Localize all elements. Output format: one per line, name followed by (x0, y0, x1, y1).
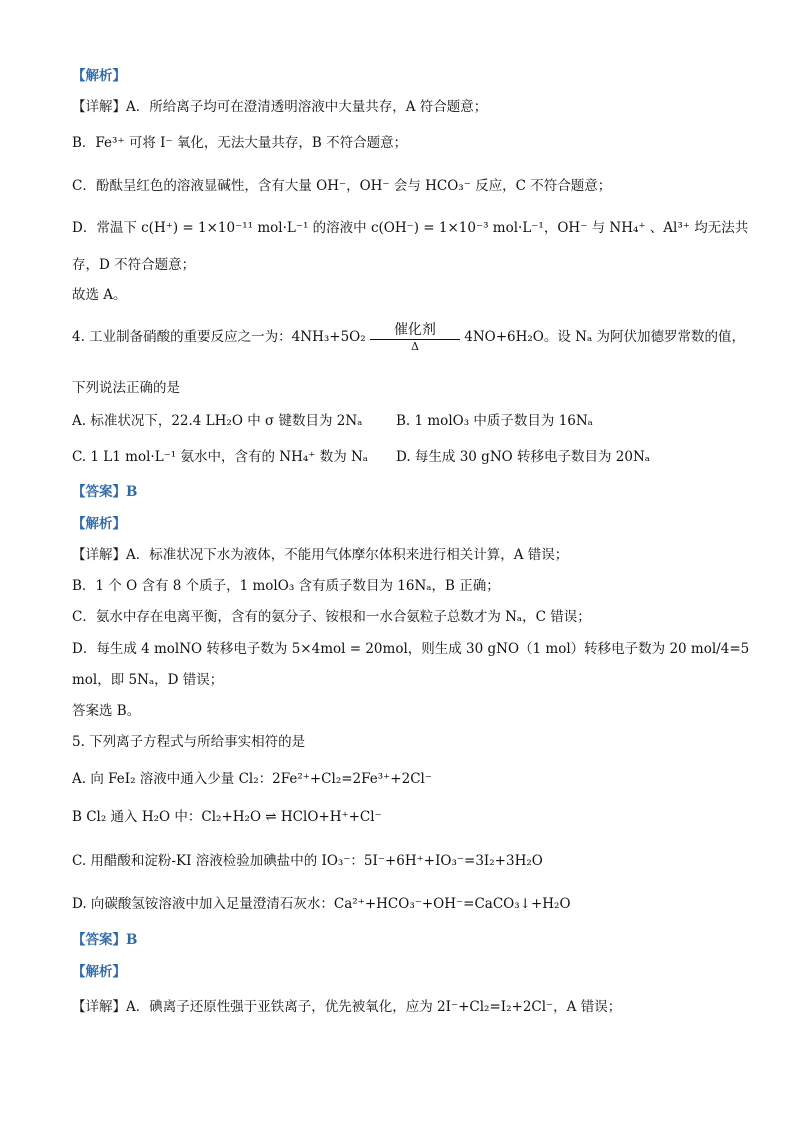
question-4-option-a: A. 标准状况下，22.4 LH₂O 中 σ 键数目为 2Nₐ (72, 413, 363, 429)
conclusion-line: 答案选 B。 (72, 703, 141, 719)
detail-line: D．常温下 c(H⁺) = 1×10⁻¹¹ mol·L⁻¹ 的溶液中 c(OH⁻) = 1×10⁻³ mol·L⁻¹，OH⁻ 与 NH₄⁺ 、Al³⁺ 均无法共 (72, 220, 749, 236)
detail-line: 存，D 不符合题意； (72, 257, 196, 273)
detail-line: B．Fe³⁺ 可将 I⁻ 氧化，无法大量共存，B 不符合题意； (72, 135, 408, 151)
detail-line: B．1 个 O 含有 8 个质子，1 molO₃ 含有质子数目为 16Nₐ，B 正确； (72, 578, 500, 594)
question-5-option-d: D. 向碳酸氢铵溶液中加入足量澄清石灰水：Ca²⁺+HCO₃⁻+OH⁻=CaCO₃↓+H₂O (72, 896, 571, 912)
question-4-option-b: B. 1 molO₃ 中质子数目为 16Nₐ (396, 413, 593, 429)
analysis-heading-4: 【解析】 (72, 516, 126, 532)
conclusion-line: 故选 A。 (72, 287, 127, 303)
answer-heading-4: 【答案】B (72, 484, 138, 500)
detail-line: C．氨水中存在电离平衡，含有的氨分子、铵根和一水合氨粒子总数才为 Nₐ，C 错误； (72, 609, 591, 625)
question-5-option-c: C. 用醋酸和淀粉-KI 溶液检验加碘盐中的 IO₃⁻：5I⁻+6H⁺+IO₃⁻=3I₂+3H₂O (72, 853, 543, 869)
detail-line: D．每生成 4 molNO 转移电子数为 5×4mol = 20mol，则生成 30 gNO（1 mol）转移电子数为 20 mol/4=5 (72, 641, 750, 657)
question-4-stem (72, 322, 745, 353)
heat-symbol: Δ (410, 340, 419, 353)
detail-line: C．酚酞呈红色的溶液显碱性，含有大量 OH⁻，OH⁻ 会与 HCO₃⁻ 反应，C 不符合题意； (72, 178, 612, 194)
answer-heading-5: 【答案】B (72, 932, 138, 948)
question-5-option-b: B Cl₂ 通入 H₂O 中：Cl₂+H₂O ⇌ HClO+H⁺+Cl⁻ (72, 809, 382, 825)
question-4-products: 4NO+6H₂O。设 Nₐ 为阿伏加德罗常数的值， (464, 329, 745, 345)
analysis-heading-1: 【解析】 (72, 68, 126, 84)
question-5-option-a: A. 向 FeI₂ 溶液中通入少量 Cl₂：2Fe²⁺+Cl₂=2Fe³⁺+2Cl⁻ (72, 771, 432, 787)
catalyst-label: 催化剂 (393, 322, 436, 338)
question-4-option-c: C. 1 L1 mol·L⁻¹ 氨水中，含有的 NH₄⁺ 数为 Nₐ (72, 449, 369, 465)
catalyst-arrow (370, 322, 460, 353)
analysis-heading-5: 【解析】 (72, 964, 126, 980)
question-5-stem: 5. 下列离子方程式与所给事实相符的是 (72, 734, 306, 750)
detail-line: mol，即 5Nₐ，D 错误； (72, 672, 224, 688)
question-4-reactants: 4. 工业制备硝酸的重要反应之一为：4NH₃+5O₂ (72, 329, 366, 345)
question-4-prompt: 下列说法正确的是 (72, 380, 180, 396)
detail-line: 【详解】A．所给离子均可在澄清透明溶液中大量共存，A 符合题意； (72, 99, 488, 115)
detail-line: 【详解】A．标准状况下水为液体，不能用气体摩尔体积来进行相关计算，A 错误； (72, 547, 569, 563)
detail-line: 【详解】A．碘离子还原性强于亚铁离子，优先被氧化，应为 2I⁻+Cl₂=I₂+2Cl⁻，A 错误； (72, 999, 622, 1015)
question-4-option-d: D. 每生成 30 gNO 转移电子数目为 20Nₐ (396, 449, 650, 465)
